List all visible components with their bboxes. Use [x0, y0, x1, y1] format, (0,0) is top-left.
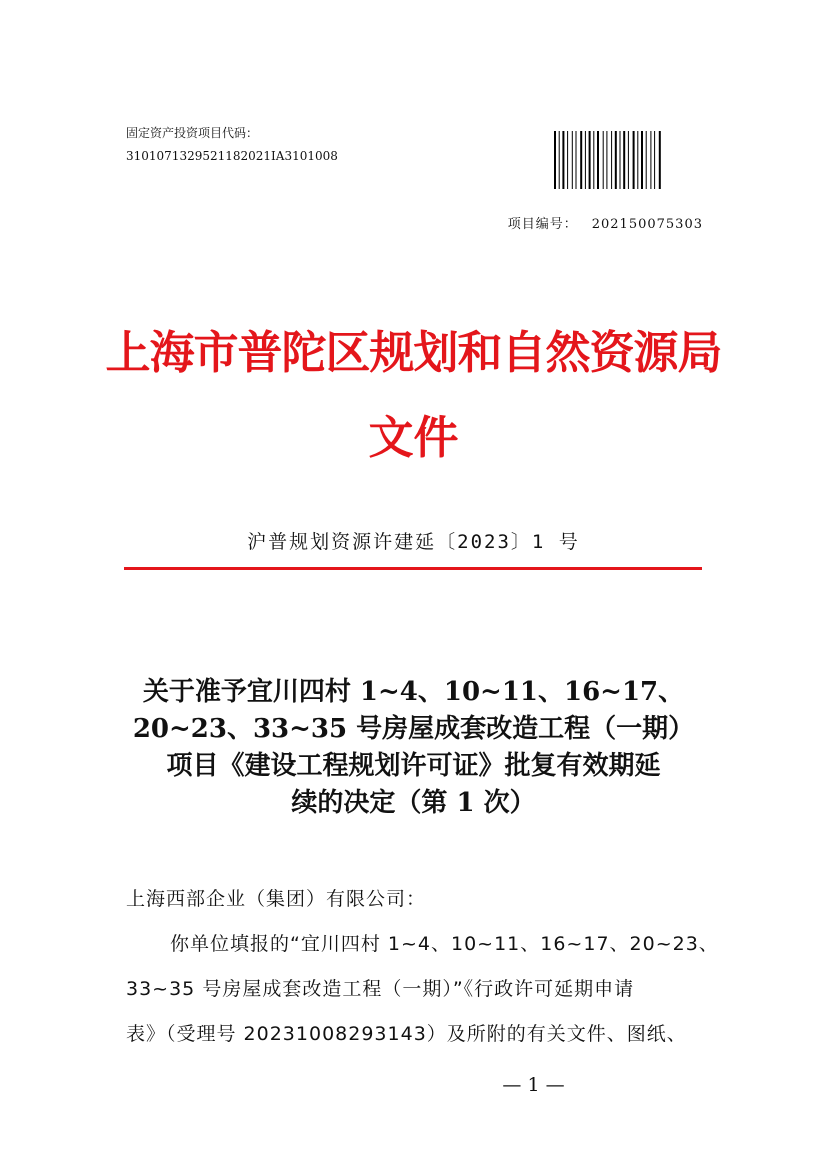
- barcode-bar: [611, 131, 612, 189]
- red-divider-line: [124, 567, 702, 570]
- investment-code-label: 固定资产投资项目代码：: [126, 126, 259, 140]
- addressee: 上海西部企业（集团）有限公司：: [126, 888, 427, 910]
- body-line: 你单位填报的“宜川四村 1~4、10~11、16~17、20~23、: [170, 933, 719, 955]
- barcode-bar: [559, 131, 560, 189]
- barcode-bar: [654, 131, 655, 189]
- heading-line: 关于准予宜川四村 1~4、10~11、16~17、: [142, 677, 685, 707]
- barcode-bar: [589, 131, 591, 189]
- project-number-value: 202150075303: [591, 217, 703, 232]
- document-heading: [110, 674, 717, 822]
- barcode-bar: [620, 131, 621, 189]
- body-line: 表》（受理号 20231008293143）及所附的有关文件、图纸、: [126, 1023, 687, 1045]
- barcode-bar: [623, 131, 625, 189]
- document-number: 沪普规划资源许建延〔2023〕1 号: [247, 531, 580, 553]
- barcode-bar: [603, 131, 604, 189]
- project-number-label: 项目编号：: [507, 217, 578, 232]
- barcode-bar: [585, 131, 586, 189]
- barcode-bar: [628, 131, 629, 189]
- barcode-bar: [633, 131, 635, 189]
- document-type-title: 文件: [368, 411, 459, 464]
- barcode-bar: [576, 131, 577, 189]
- barcode: [553, 131, 691, 189]
- barcode-bar: [572, 131, 573, 189]
- issuing-organization-title: 上海市普陀区规划和自然资源局: [105, 326, 722, 379]
- barcode-bar: [593, 131, 594, 189]
- barcode-bar: [606, 131, 607, 189]
- barcode-bar: [637, 131, 638, 189]
- heading-line: 续的决定（第 1 次）: [291, 788, 536, 818]
- body-line: 33~35 号房屋成套改造工程（一期）”《行政许可延期申请: [126, 978, 635, 1000]
- barcode-bar: [554, 131, 556, 189]
- barcode-bar: [650, 131, 651, 189]
- barcode-bar: [641, 131, 643, 189]
- barcode-bar: [567, 131, 568, 189]
- barcode-bar: [562, 131, 564, 189]
- document-body: [126, 877, 719, 1057]
- barcode-bar: [580, 131, 582, 189]
- heading-line: 20~23、33~35 号房屋成套改造工程（一期）: [132, 714, 695, 744]
- heading-line: 项目《建设工程规划许可证》批复有效期延: [166, 751, 661, 781]
- page-number: — 1 —: [502, 1074, 565, 1096]
- barcode-bar: [646, 131, 647, 189]
- investment-code-value: 3101071329521182021IA3101008: [126, 149, 338, 163]
- barcode-bar: [597, 131, 599, 189]
- barcode-bar: [615, 131, 617, 189]
- project-number: [508, 216, 703, 234]
- barcode-bar: [659, 131, 661, 189]
